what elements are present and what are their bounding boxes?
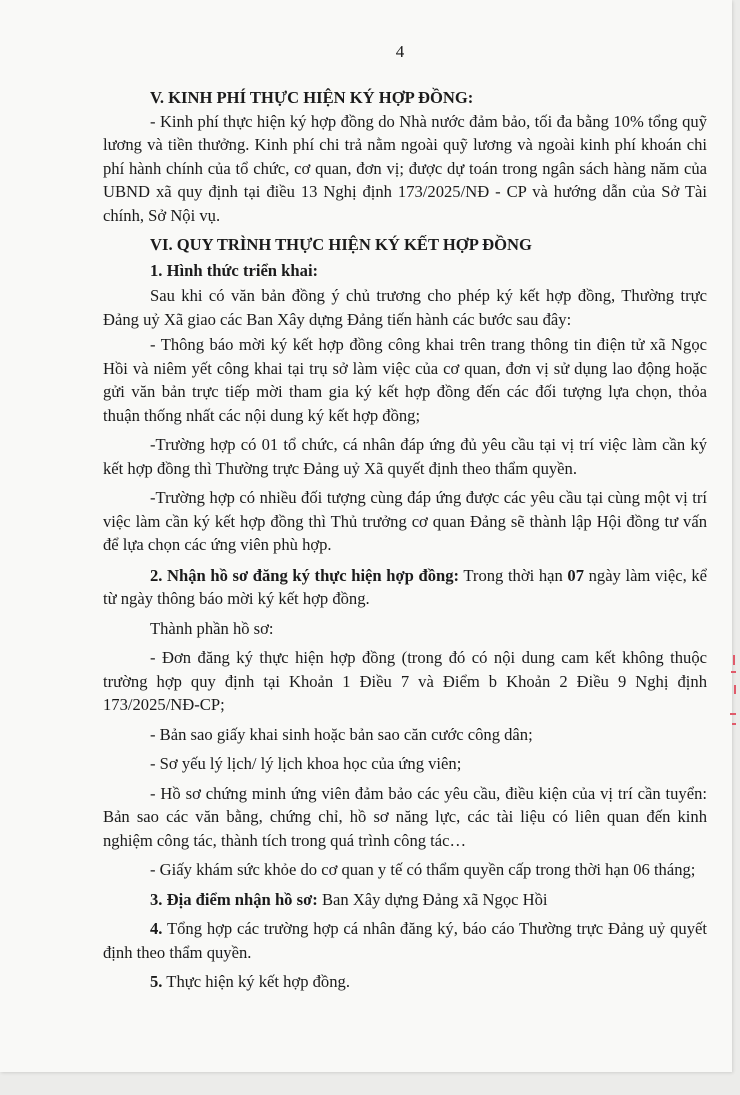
- item-2-text-after: ngày làm việc, kể từ ngày thông báo mời ký kết hợp đồng.: [103, 565, 707, 608]
- item-4-text: Tổng hợp các trường hợp cá nhân đăng ký, báo cáo Thường trực Đảng uỷ quyết định theo thẩm quyền.: [103, 919, 707, 962]
- item-3-text: Ban Xây dựng Đảng xã Ngọc Hồi: [317, 889, 548, 909]
- item-2-heading: 2. Nhận hồ sơ đăng ký thực hiện hợp đồng:: [150, 565, 460, 585]
- document-item-1: - Đơn đăng ký thực hiện hợp đồng (trong đó có nội dung cam kết không thuộc trường hợp quy định tại Khoản 1 Điều 7 và Điểm b Khoản 2 Điều 9 Nghị định 173/2025/NĐ-CP;: [103, 648, 707, 714]
- document-body: [103, 86, 707, 994]
- item-1-bullet-2: -Trường hợp có 01 tổ chức, cá nhân đáp ứng đủ yêu cầu tại vị trí việc làm cần ký kết hợp đồng thì Thường trực Đảng uỷ Xã quyết định theo thẩm quyền.: [103, 435, 707, 478]
- section-vi-heading: VI. QUY TRÌNH THỰC HIỆN KÝ KẾT HỢP ĐỒNG: [150, 235, 532, 254]
- document-item-3: - Sơ yếu lý lịch/ lý lịch khoa học của ứng viên;: [150, 754, 462, 773]
- item-1-intro: Sau khi có văn bản đồng ý chủ trương cho phép ký kết hợp đồng, Thường trực Đảng uỷ Xã giao các Ban Xây dựng Đảng tiến hành các bước sau đây:: [103, 286, 707, 329]
- document-item-2: - Bản sao giấy khai sinh hoặc bản sao căn cước công dân;: [150, 724, 533, 744]
- item-5-paragraph: [103, 970, 707, 994]
- page-number: 4: [395, 42, 405, 61]
- item-2-paragraph: [103, 564, 707, 611]
- item-3-heading: 3. Địa điểm nhận hồ sơ:: [150, 889, 318, 909]
- section-v-paragraph: - Kinh phí thực hiện ký hợp đồng do Nhà nước đảm bảo, tối đa bằng 10% tổng quỹ lương và tiền thưởng. Kinh phí chi trả nằm ngoài quỹ lương và ngoài kinh phí khoán chi phí hành chính của tổ chức, cơ quan, đơn vị; được dự toán trong ngân sách hàng năm của UBND xã quy định tại điều 13 Nghị định 173/2025/NĐ - CP và hướng dẫn của Sở Tài chính, Sở Nội vụ.: [103, 111, 707, 225]
- margin-bleed-marks: [729, 655, 740, 735]
- item-5-number: 5.: [150, 972, 163, 991]
- item-4-paragraph: [103, 917, 707, 964]
- item-2-days: 07: [567, 565, 584, 585]
- item-4-number: 4.: [150, 919, 163, 938]
- section-v-heading: V. KINH PHÍ THỰC HIỆN KÝ HỢP ĐỒNG:: [150, 88, 474, 107]
- item-3-paragraph: [103, 888, 707, 912]
- item-1-bullet-3: -Trường hợp có nhiều đối tượng cùng đáp ứng được các yêu cầu tại cùng một vị trí việc làm cần ký kết hợp đồng thì Thủ trưởng cơ quan Đảng sẽ thành lập Hội đồng tư vấn để lựa chọn các ứng viên phù hợp.: [103, 488, 707, 554]
- document-item-4: - Hồ sơ chứng minh ứng viên đảm bảo các yêu cầu, điều kiện của vị trí cần tuyển: Bản sao các văn bằng, chứng chỉ, hồ sơ năng lực, các tài liệu có liên quan đến kinh nghiệm công tác, thành tích trong quá trình công tác…: [103, 783, 707, 850]
- item-2-text-before: Trong thời hạn: [459, 565, 568, 585]
- item-1-heading: 1. Hình thức triển khai:: [150, 260, 319, 280]
- item-1-bullet-1: - Thông báo mời ký kết hợp đồng công khai trên trang thông tin điện tử xã Ngọc Hồi và niêm yết công khai tại trụ sở làm việc của cơ quan, đơn vị sử dụng lao động hoặc gửi văn bản trực tiếp mời tham gia ký kết hợp đồng đến các đối tượng lựa chọn, thỏa thuận thống nhất các nội dung ký kết hợp đồng;: [103, 335, 707, 425]
- document-item-5: - Giấy khám sức khỏe do cơ quan y tế có thẩm quyền cấp trong thời hạn 06 tháng;: [150, 860, 696, 879]
- components-label: Thành phần hồ sơ:: [150, 618, 274, 638]
- item-5-text: Thực hiện ký kết hợp đồng.: [162, 972, 350, 991]
